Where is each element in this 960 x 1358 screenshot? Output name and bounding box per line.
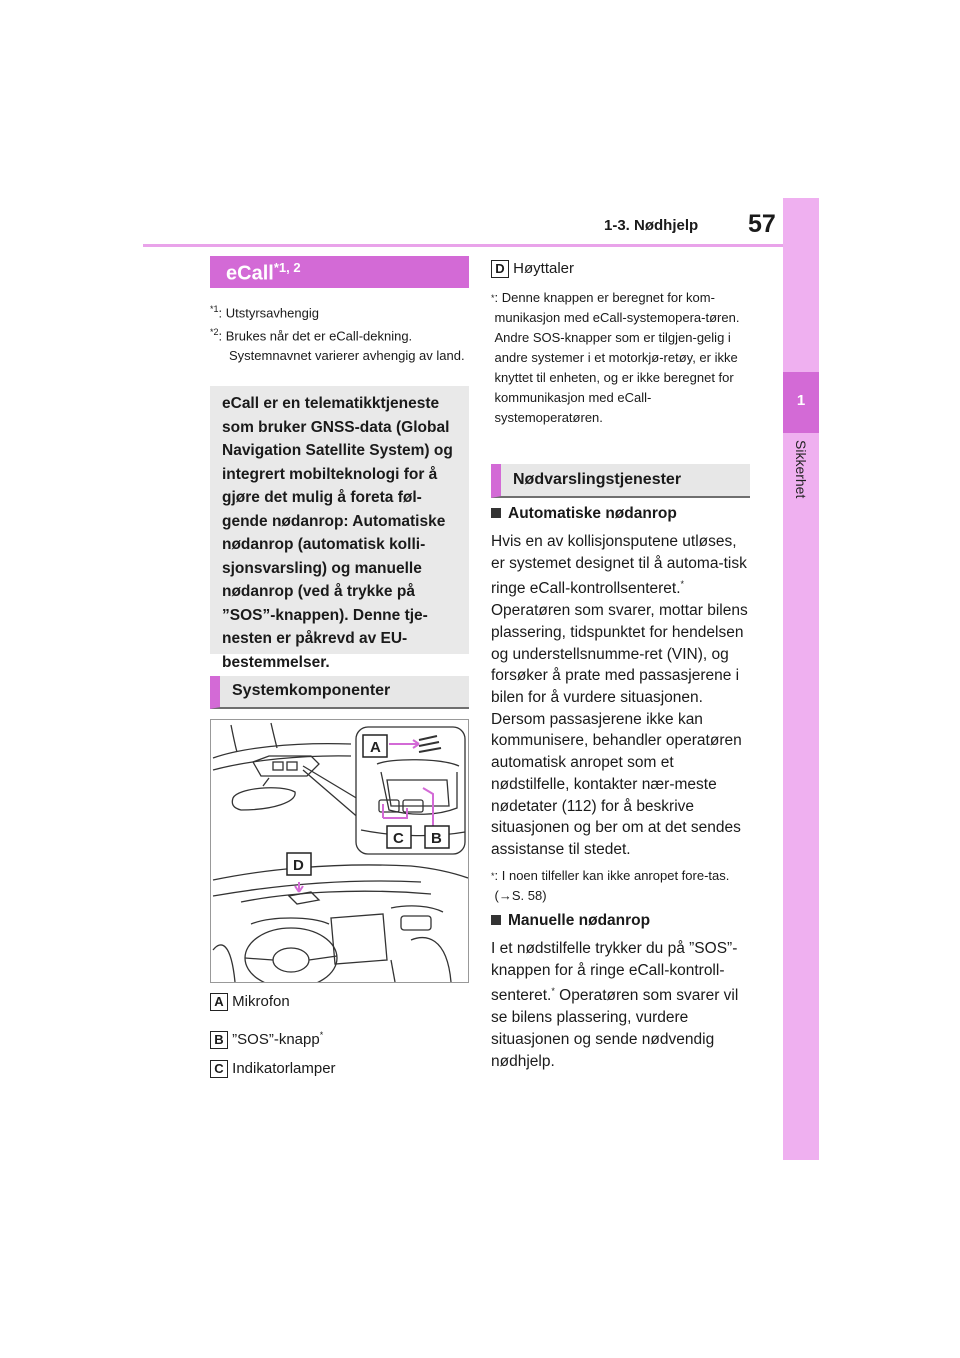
square-bullet-icon <box>491 915 501 925</box>
label-b: B <box>431 830 442 847</box>
footnote-continuation: Systemnavnet varierer avhengig av land. <box>229 348 465 364</box>
square-bullet-icon <box>491 508 501 518</box>
legend-letter: A <box>210 993 228 1011</box>
legend-text: Indikatorlamper <box>232 1060 336 1077</box>
manual-sup: * <box>551 986 555 997</box>
emergency-services-title: Nødvarslingstjenester <box>513 471 682 488</box>
automatic-sup: * <box>680 579 685 590</box>
label-c: C <box>393 830 404 847</box>
legend-item-a <box>210 992 290 1012</box>
manual-text-2: Operatøren som svarer vil se bilens plassering, vurdere situasjonen og sende nødvendig nødhjelp. <box>491 987 739 1070</box>
car-interior-drawing <box>211 720 468 982</box>
page-number: 57 <box>748 210 776 238</box>
footnote-text: : Brukes når det er eCall-dekning. <box>218 328 413 344</box>
legend-letter: C <box>210 1060 228 1078</box>
automatic-text-2: Operatøren som svarer, mottar bilens plassering, tidspunktet for hendelsen og understellsnumme-ret (VIN), og forsøker å prate med passasjerene i bilen for å vurdere situasjonen. Dersom passasjerene ikke kan kommunisere, behandler operatøren automatisk anropet som et nødstilfelle, kontakter nær-meste nødetater (112) for å beskrive situasjonen og ber om at det sendes assistanse til stedet. <box>491 602 748 858</box>
legend-text: Høyttaler <box>513 260 575 277</box>
label-d: D <box>293 857 304 874</box>
legend-letter: D <box>491 260 509 278</box>
legend-item-c <box>210 1059 336 1079</box>
ecall-title <box>226 260 301 286</box>
automatic-call-heading <box>491 505 677 523</box>
label-a: A <box>370 739 381 756</box>
legend-text: Mikrofon <box>232 993 290 1010</box>
chapter-number: 1 <box>796 392 806 409</box>
automatic-call-paragraph <box>491 531 753 861</box>
ecall-title-text: eCall <box>226 262 274 285</box>
footnote-text: : I noen tilfeller kan ikke anropet fore-tas. (→S. 58) <box>494 868 730 903</box>
ecall-title-sup: *1, 2 <box>273 260 301 275</box>
manual-text-1: I et nødstilfelle trykker du på ”SOS”-knappen for å ringe eCall-kontroll-senteret. <box>491 940 738 1005</box>
ecall-footnote-2 <box>210 322 469 366</box>
footnote-mark: *2 <box>210 327 219 337</box>
system-components-header <box>210 676 469 709</box>
system-components-title: Systemkomponenter <box>232 682 391 699</box>
ecall-section-header <box>210 256 469 288</box>
ecall-info-text: eCall er en telematikktjeneste som bruker GNSS-data (Global Navigation Satellite System) og integrert mobilteknologi for å gjøre det mulig å foreta føl-gende nødanrop: Automatiske nødanrop (automatisk kolli-sjonsvarsling) og manuelle nødanrop (ved å trykke på ”SOS”-knappen). Denne tje-nesten er påkrevd av EU-bestemmelser. <box>222 395 453 671</box>
automatic-text-1: Hvis en av kollisjonsputene utløses, er systemet designet til å automa-tisk ringe eCall-kontrollsenteret. <box>491 533 747 598</box>
sos-button-footnote <box>491 288 750 428</box>
ecall-components-illustration <box>210 719 469 983</box>
legend-item-b <box>210 1025 323 1050</box>
header-divider <box>143 244 783 247</box>
manual-call-heading <box>491 912 650 930</box>
legend-letter: B <box>210 1031 228 1049</box>
chapter-label-text: Sikkerhet <box>793 440 809 499</box>
chapter-side-tab <box>783 198 819 1160</box>
ecall-footnote-1 <box>210 299 469 323</box>
automatic-heading-text: Automatiske nødanrop <box>508 505 677 522</box>
ecall-info-box <box>210 386 469 671</box>
footnote-mark: * <box>491 871 495 881</box>
legend-text: ”SOS”-knapp <box>232 1031 320 1048</box>
legend-sup: * <box>319 1030 324 1040</box>
footnote-mark: *1 <box>210 304 219 314</box>
automatic-call-footnote <box>491 866 750 906</box>
section-heading: 1-3. Nødhjelp <box>604 217 699 234</box>
footnote-mark: * <box>491 293 495 303</box>
footnote-text: : Utstyrsavhengig <box>218 305 319 321</box>
chapter-label <box>783 440 819 570</box>
manual-heading-text: Manuelle nødanrop <box>508 912 651 929</box>
manual-call-paragraph <box>491 938 753 1072</box>
legend-item-d <box>491 259 574 279</box>
emergency-services-header <box>491 464 750 498</box>
footnote-text: : Denne knappen er beregnet for kom-munikasjon med eCall-systemopera-tøren. Andre SOS-knapper som er tilgjen-gelig i andre systemer i et motorkjø-retøy, er ikke knyttet til enheten, og er ikke beregnet for kommunikasjon med eCall-systemoperatøren. <box>494 290 740 425</box>
